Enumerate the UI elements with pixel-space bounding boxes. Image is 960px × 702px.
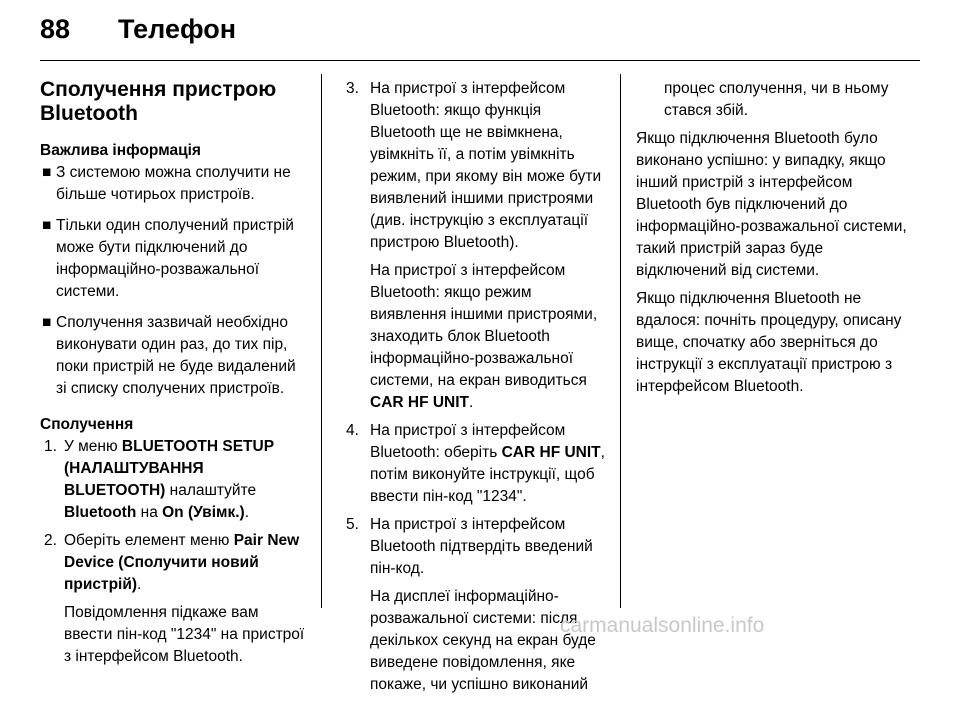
step-number: 5.: [346, 516, 359, 533]
square-bullet-icon: ■: [42, 164, 52, 181]
step-text: , потім виконуйте інструкції, щоб ввести пін-код "1234".: [370, 444, 605, 505]
setting-value: On (Увімк.): [162, 504, 245, 521]
section-title-line-1: Сполучення пристрою: [40, 78, 277, 101]
step-2: [40, 530, 308, 668]
column-3: [636, 78, 914, 404]
list-item-text: Сполучення зазвичай необхідно виконувати один раз, до тих пір, поки пристрій не буде видалений зі списку сполучених пристроїв.: [56, 314, 296, 397]
step-text: налаштуйте: [165, 482, 257, 499]
step-5-continuation: процес сполучення, чи в ньому стався збій.: [664, 80, 889, 119]
column-2: [346, 78, 608, 702]
step-number: 2.: [44, 532, 57, 549]
device-name: CAR HF UNIT: [370, 394, 470, 411]
device-name: CAR HF UNIT: [501, 444, 601, 461]
list-item: [40, 312, 308, 400]
setting-label: Bluetooth: [64, 504, 137, 521]
page-title: Телефон: [118, 14, 237, 44]
header-divider: [40, 60, 920, 61]
step-3: [346, 78, 608, 414]
step-5: [346, 514, 608, 696]
page-header: [40, 14, 920, 50]
menu-label: BLUETOOTH SETUP (НАЛАШТУВАННЯ BLUETOOTH): [64, 438, 274, 499]
step-text: на: [136, 504, 163, 521]
success-paragraph: Якщо підключення Bluetooth було виконано успішно: у випадку, якщо інший пристрій з інтерфейсом Bluetooth був підключений до інформаційно-розважальної системи, такий пристрій зараз буде відключений від системи.: [636, 130, 907, 279]
list-item-text: З системою можна сполучити не більше чотирьох пристроїв.: [56, 164, 291, 203]
step-text: На дисплеї інформаційно-розважальної системи: після декількох секунд на екран буде виведене повідомлення, яке покаже, чи успішно виконаний: [370, 588, 596, 693]
list-item: [40, 215, 308, 303]
step-1: [40, 436, 308, 524]
step-number: 3.: [346, 80, 359, 97]
step-text: Оберіть елемент меню: [64, 532, 234, 549]
step-continuation: Повідомлення підкаже вам ввести пін-код "1234" на пристрої з інтерфейсом Bluetooth.: [64, 604, 305, 665]
square-bullet-icon: ■: [42, 217, 52, 234]
pairing-heading: Сполучення: [40, 416, 134, 433]
important-info-heading: Важлива інформація: [40, 142, 201, 159]
important-info-list: [40, 162, 308, 400]
step-text: На пристрої з інтерфейсом Bluetooth: оберіть: [370, 422, 566, 461]
column-divider: [321, 74, 322, 608]
square-bullet-icon: ■: [42, 314, 52, 331]
column-1: [40, 78, 308, 674]
step-4: [346, 420, 608, 508]
step-paragraph: [370, 260, 608, 414]
step-text: У меню: [64, 438, 122, 455]
section-title: [40, 78, 308, 126]
step-text: .: [137, 576, 142, 593]
step-text: На пристрої з інтерфейсом Bluetooth: якщо функція Bluetooth ще не ввімкнена, увімкніть її, а потім увімкніть режим, при якому він може бути виявлений іншими пристроями (див. інструкцію з експлуатації пристрою Bluetooth).: [370, 80, 602, 251]
step-text: На пристрої з інтерфейсом Bluetooth: якщо режим виявлення іншими пристроями, знаходить блок Bluetooth інформаційно-розважальної системи, на екран виводиться: [370, 262, 598, 389]
page-number: 88: [40, 14, 71, 44]
step-text: На пристрої з інтерфейсом Bluetooth підтвердіть введений пін-код.: [370, 516, 593, 577]
column-divider: [620, 74, 621, 608]
section-title-line-2: Bluetooth: [40, 102, 138, 125]
step-number: 1.: [44, 438, 57, 455]
list-item: [40, 162, 308, 206]
step-text: .: [469, 394, 474, 411]
step-number: 4.: [346, 422, 359, 439]
step-text: .: [244, 504, 250, 521]
failure-paragraph: Якщо підключення Bluetooth не вдалося: почніть процедуру, описану вище, спочатку або зверніться до інструкції з експлуатації пристрою з інтерфейсом Bluetooth.: [636, 290, 902, 395]
list-item-text: Тільки один сполучений пристрій може бути підключений до інформаційно-розважальної системи.: [56, 217, 294, 300]
menu-item-label: Pair New Device (Сполучити новий пристрій): [64, 532, 300, 593]
watermark: carmanualsonline.info: [560, 614, 765, 637]
